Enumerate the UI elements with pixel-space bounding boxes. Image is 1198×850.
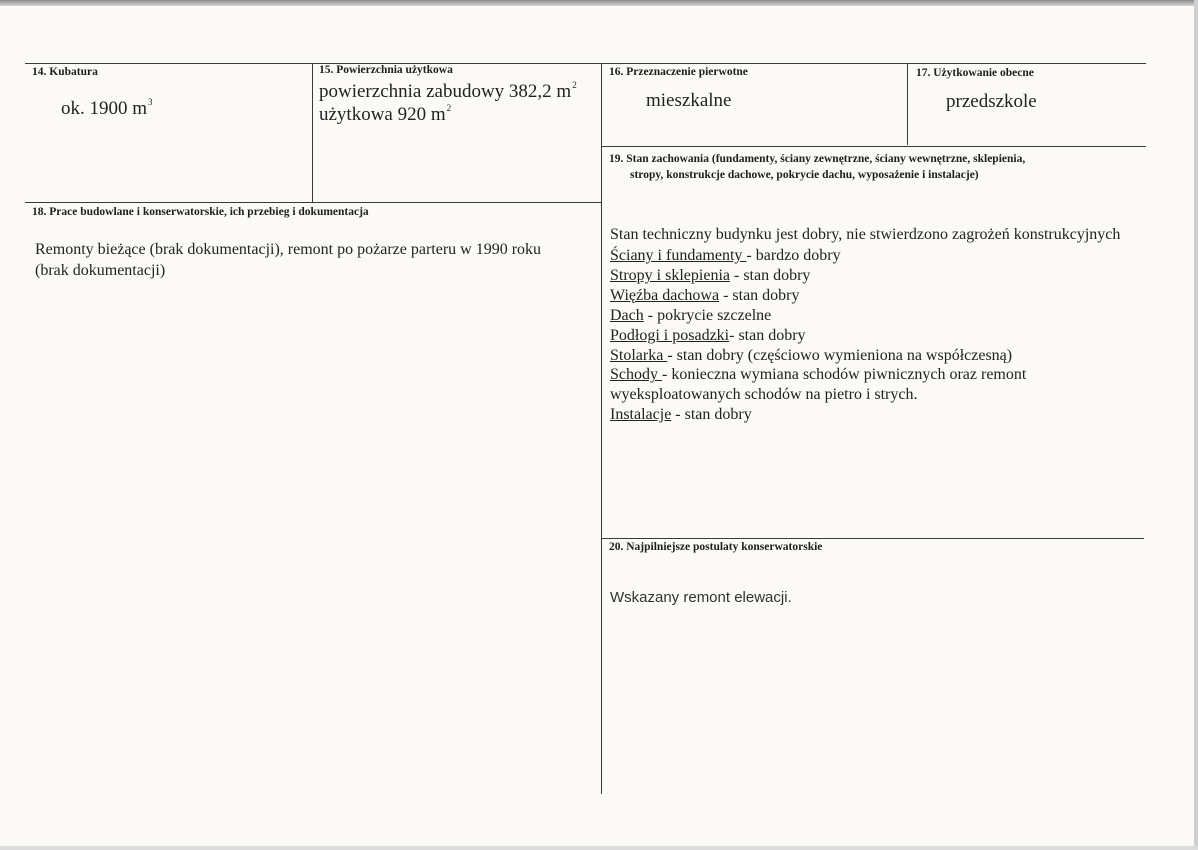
rule-above-18 bbox=[25, 202, 602, 203]
field-15-line1-text: powierzchnia zabudowy 382,2 m bbox=[319, 81, 572, 102]
field-20-value: Wskazany remont elewacji. bbox=[610, 589, 792, 606]
scan-bottom-edge bbox=[0, 846, 1198, 850]
field-19-item-term: Instalacje bbox=[610, 406, 672, 424]
field-19-item-desc: - bardzo dobry bbox=[746, 247, 841, 264]
main-vertical-divider bbox=[601, 63, 602, 794]
field-20-label: 20. Najpilniejsze postulaty konserwatorskie bbox=[609, 541, 823, 553]
field-14-value-text: ok. 1900 m bbox=[61, 98, 148, 119]
field-19-item bbox=[610, 405, 1026, 425]
field-14-label: 14. Kubatura bbox=[32, 66, 98, 78]
field-15-line2-sup: 2 bbox=[446, 103, 452, 113]
divider-14-15 bbox=[312, 63, 313, 203]
field-19-item bbox=[610, 365, 1026, 385]
field-18-line2: (brak dokumentacji) bbox=[35, 262, 166, 279]
field-17-label: 17. Użytkowanie obecne bbox=[916, 67, 1034, 79]
rule-above-20 bbox=[601, 538, 1144, 539]
field-19-item-desc: - pokrycie szczelne bbox=[643, 306, 772, 324]
field-17-value: przedszkole bbox=[946, 91, 1037, 112]
field-19-item bbox=[610, 346, 1026, 366]
field-19-item-desc: wyeksploatowanych schodów na pietro i strych. bbox=[610, 386, 918, 404]
field-19-item-desc: - stan dobry bbox=[729, 326, 806, 344]
field-15-line2 bbox=[319, 103, 451, 126]
field-19-item-term: Stolarka bbox=[610, 346, 668, 364]
field-15-line1 bbox=[319, 80, 577, 103]
field-19-item bbox=[610, 326, 1026, 346]
divider-16-17 bbox=[907, 63, 908, 145]
scan-right-edge bbox=[1194, 0, 1198, 850]
field-19-item-desc: - stan dobry (częściowo wymieniona na współczesną) bbox=[667, 346, 1013, 364]
field-14-value bbox=[61, 97, 153, 120]
field-19-label-line1: 19. Stan zachowania (fundamenty, ściany zewnętrzne, ściany wewnętrzne, sklepienia, bbox=[609, 153, 1026, 165]
field-19-item bbox=[610, 246, 1026, 266]
field-16-label: 16. Przeznaczenie pierwotne bbox=[609, 66, 748, 78]
field-19-item-term: Dach bbox=[610, 306, 644, 324]
field-19-item bbox=[610, 286, 1026, 306]
field-19-intro: Stan techniczny budynku jest dobry, nie stwierdzono zagrożeń konstrukcyjnych bbox=[610, 226, 1121, 243]
field-16-value: mieszkalne bbox=[646, 90, 732, 111]
field-19-item-desc: - stan dobry bbox=[671, 406, 752, 424]
field-19-item-desc: - stan dobry bbox=[729, 266, 811, 284]
field-19-item-desc: - stan dobry bbox=[719, 286, 800, 304]
rule-above-19 bbox=[601, 146, 1146, 147]
field-19-item bbox=[610, 385, 1026, 405]
field-18-line1: Remonty bieżące (brak dokumentacji), remont po pożarze parteru w 1990 roku bbox=[35, 241, 542, 258]
field-19-label-line2: stropy, konstrukcje dachowe, pokrycie dachu, wyposażenie i instalacje) bbox=[630, 169, 979, 181]
field-18-label: 18. Prace budowlane i konserwatorskie, ich przebieg i dokumentacja bbox=[32, 206, 369, 218]
field-15-line1-sup: 2 bbox=[572, 80, 577, 90]
scan-top-edge bbox=[0, 0, 1198, 6]
field-19-item-term: Podłogi i posadzki bbox=[610, 326, 730, 344]
field-19-item bbox=[610, 306, 1026, 326]
field-14-value-unit-sup: 3 bbox=[148, 97, 153, 107]
field-15-line2-text: użytkowa 920 m bbox=[319, 104, 446, 125]
field-19-item-term: Więźba dachowa bbox=[610, 286, 720, 304]
field-19-item-desc: - konieczna wymiana schodów piwnicznych oraz remont bbox=[662, 366, 1027, 384]
top-rule bbox=[25, 63, 1146, 64]
field-19-item bbox=[610, 266, 1026, 286]
field-19-item-term: Schody bbox=[610, 366, 662, 384]
field-19-item-term: Stropy i sklepienia bbox=[610, 266, 730, 284]
field-19-list bbox=[610, 246, 1026, 425]
field-15-label: 15. Powierzchnia użytkowa bbox=[319, 64, 453, 76]
field-19-item-term: Ściany i fundamenty bbox=[610, 247, 747, 264]
